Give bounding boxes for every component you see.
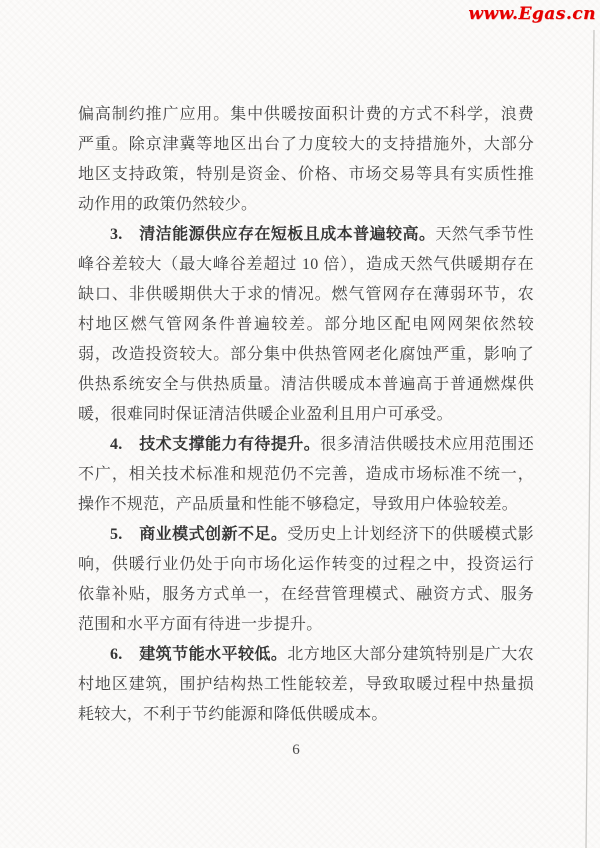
paragraph-body: 北方地区大部分建筑特别是广大农村地区建筑，围护结构热工性能较差，导致取暖过程中热量损耗较大，不利于节约能源和降低供暖成本。 — [78, 646, 534, 723]
paragraph — [78, 430, 534, 520]
paragraph-lead: 4. 技术支撑能力有待提升。 — [110, 436, 321, 453]
paragraph-body: 天然气季节性峰谷差较大（最大峰谷差超过 10 倍），造成天然气供暖期存在缺口、非供暖期供大于求的情况。燃气管网存在薄弱环节，农村地区燃气管网条件普遍较差。部分地区配电网网架依然较弱，改造投资较大。部分集中供热管网老化腐蚀严重，影响了供热系统安全与供热质量。清洁供暖成本普遍高于普通燃煤供暖，很难同时保证清洁供暖企业盈利且用户可承受。 — [78, 226, 534, 423]
paragraph — [78, 640, 534, 730]
paragraph-lead: 6. 建筑节能水平较低。 — [110, 646, 288, 663]
paragraph-body: 很多清洁供暖技术应用范围还不广，相关技术标准和规范仍不完善，造成市场标准不统一，操作不规范，产品质量和性能不够稳定，导致用户体验较差。 — [78, 436, 535, 513]
paragraph-lead: 5. 商业模式创新不足。 — [110, 526, 288, 543]
paragraph — [78, 100, 534, 220]
page-number: 6 — [292, 742, 300, 758]
paragraph-body: 受历史上计划经济下的供暖模式影响，供暖行业仍处于向市场化运作转变的过程之中，投资运行依靠补贴，服务方式单一，在经营管理模式、融资方式、服务范围和水平方面有待进一步提升。 — [78, 526, 534, 633]
body-text — [78, 100, 534, 730]
paragraph-body: 偏高制约推广应用。集中供暖按面积计费的方式不科学，浪费严重。除京津冀等地区出台了力度较大的支持措施外，大部分地区支持政策，特别是资金、价格、市场交易等具有实质性推动作用的政策仍然较少。 — [78, 106, 534, 213]
site-watermark: www.Egas.cn — [468, 4, 596, 24]
paragraph — [78, 220, 534, 430]
paragraph — [78, 520, 534, 640]
paragraph-lead: 3. 清洁能源供应存在短板且成本普遍较高。 — [110, 226, 436, 243]
